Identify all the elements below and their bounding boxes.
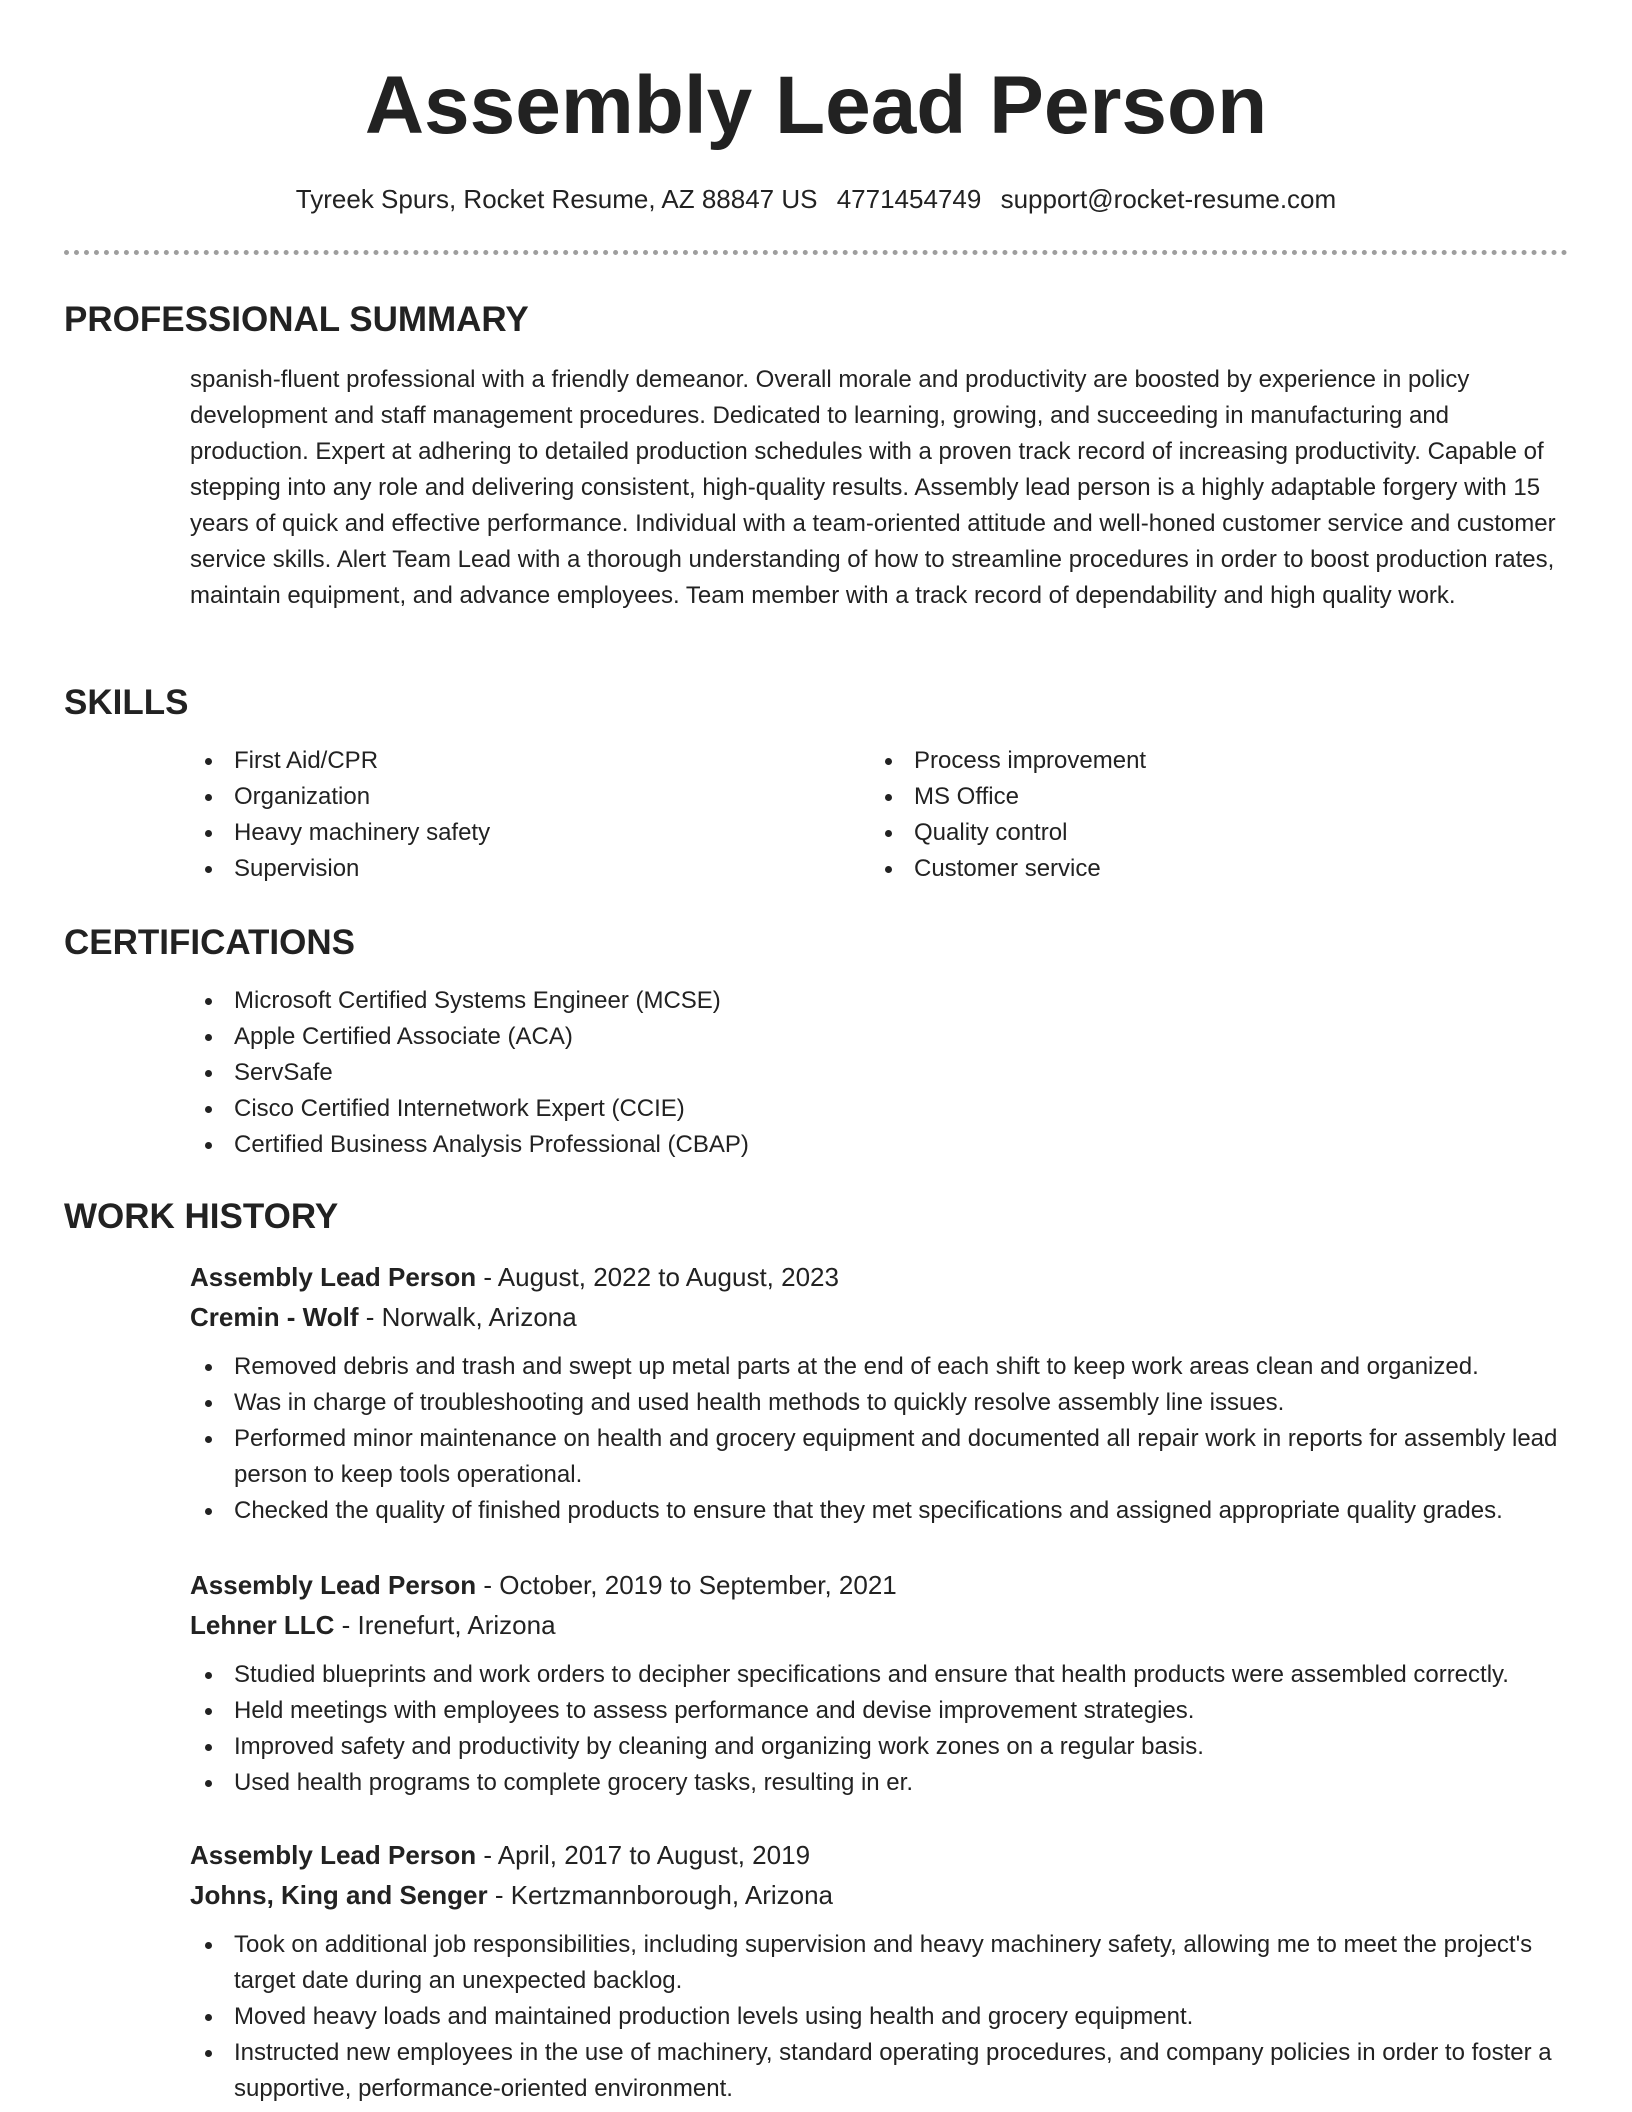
skills-list-left <box>190 743 850 887</box>
certification-item: Certified Business Analysis Professional (CBAP) <box>190 1127 1568 1163</box>
skills-section <box>64 681 1568 882</box>
job-title-line <box>190 1565 1568 1605</box>
job-duty: Improved safety and productivity by cleaning and organizing work zones on a regular basis. <box>190 1729 1568 1765</box>
summary-section <box>64 298 1568 609</box>
job-duty: Used health programs to complete grocery tasks, resulting in er. <box>190 1765 1568 1801</box>
certification-item: Cisco Certified Internetwork Expert (CCIE) <box>190 1091 1568 1127</box>
certification-item: Microsoft Certified Systems Engineer (MCSE) <box>190 983 1568 1019</box>
contact-line <box>0 181 1632 217</box>
summary-text: spanish-fluent professional with a friendly demeanor. Overall morale and productivity are boosted by experience in policy development and staff management procedures. Dedicated to learning, growing, and succeeding in manufacturing and production. Expert at adhering to detailed production schedules with a proven track record of increasing productivity. Capable of stepping into any role and delivering consistent, high-quality results. Assembly lead person is a highly adaptable forgery with 15 years of quick and effective performance. Individual with a team-oriented attitude and well-honed customer service and customer service skills. Alert Team Lead with a thorough understanding of how to streamline procedures in order to boost production rates, maintain equipment, and advance employees. Team member with a track record of dependability and high quality work. <box>190 366 1556 609</box>
skills-heading: SKILLS <box>64 683 189 722</box>
job-duty: Instructed new employees in the use of machinery, standard operating procedures, and company policies in order to foster a supportive, performance-oriented environment. <box>190 2035 1568 2107</box>
skill-item: Heavy machinery safety <box>190 815 850 851</box>
skill-item: Organization <box>190 779 850 815</box>
job-company-line <box>190 1605 1568 1645</box>
skill-item: Quality control <box>870 815 1530 851</box>
job-dates: - August, 2022 to August, 2023 <box>476 1262 839 1292</box>
job-duties-list <box>190 1657 1568 1801</box>
job-duty: Moved heavy loads and maintained production levels using health and grocery equipment. <box>190 1999 1568 2035</box>
job-duty: Performed minor maintenance on health and grocery equipment and documented all repair work in reports for assembly lead person to keep tools operational. <box>190 1421 1568 1493</box>
job-dates: - April, 2017 to August, 2019 <box>476 1840 811 1870</box>
certifications-list <box>190 983 1568 1163</box>
job-company: Cremin - Wolf <box>190 1302 359 1332</box>
job-title: Assembly Lead Person <box>190 1570 477 1600</box>
summary-heading: PROFESSIONAL SUMMARY <box>64 300 529 339</box>
job-title: Assembly Lead Person <box>190 1262 477 1292</box>
job-entry <box>190 1565 1568 1801</box>
skill-item: Process improvement <box>870 743 1530 779</box>
job-entry <box>190 1257 1568 1529</box>
job-location: - Norwalk, Arizona <box>358 1302 577 1332</box>
job-company: Johns, King and Senger <box>190 1880 488 1910</box>
job-company: Lehner LLC <box>190 1610 335 1640</box>
job-duty: Checked the quality of finished products to ensure that they met specifications and assigned appropriate quality grades. <box>190 1493 1568 1529</box>
certifications-section <box>64 921 1568 1158</box>
job-duty: Was in charge of troubleshooting and used health methods to quickly resolve assembly line issues. <box>190 1385 1568 1421</box>
job-entry <box>190 1835 1568 2107</box>
job-duties-list <box>190 1349 1568 1529</box>
job-duty: Studied blueprints and work orders to decipher specifications and ensure that health products were assembled correctly. <box>190 1657 1568 1693</box>
job-location: - Irenefurt, Arizona <box>334 1610 556 1640</box>
skill-item: Customer service <box>870 851 1530 887</box>
certification-item: ServSafe <box>190 1055 1568 1091</box>
work-history-heading: WORK HISTORY <box>64 1197 339 1236</box>
job-company-line <box>190 1297 1568 1337</box>
job-location: - Kertzmannborough, Arizona <box>487 1880 834 1910</box>
contact-address: Tyreek Spurs, Rocket Resume, AZ 88847 US <box>295 184 818 214</box>
skills-list-right <box>870 743 1530 887</box>
skill-item: MS Office <box>870 779 1530 815</box>
certifications-heading: CERTIFICATIONS <box>64 923 356 962</box>
job-duty: Held meetings with employees to assess performance and devise improvement strategies. <box>190 1693 1568 1729</box>
skill-item: First Aid/CPR <box>190 743 850 779</box>
contact-email: support@rocket-resume.com <box>1000 184 1337 214</box>
job-duty: Took on additional job responsibilities, including supervision and heavy machinery safety, allowing me to meet the project's target date during an unexpected backlog. <box>190 1927 1568 1999</box>
skill-item: Supervision <box>190 851 850 887</box>
job-title-line <box>190 1257 1568 1297</box>
job-title: Assembly Lead Person <box>190 1840 477 1870</box>
header-divider <box>64 250 1568 255</box>
job-duty: Removed debris and trash and swept up metal parts at the end of each shift to keep work areas clean and organized. <box>190 1349 1568 1385</box>
contact-phone: 4771454749 <box>836 184 982 214</box>
job-dates: - October, 2019 to September, 2021 <box>476 1570 897 1600</box>
work-history-section <box>64 1195 1568 2102</box>
certification-item: Apple Certified Associate (ACA) <box>190 1019 1568 1055</box>
job-title-line <box>190 1835 1568 1875</box>
job-duties-list <box>190 1927 1568 2107</box>
resume-title: Assembly Lead Person <box>364 60 1268 151</box>
job-company-line <box>190 1875 1568 1915</box>
